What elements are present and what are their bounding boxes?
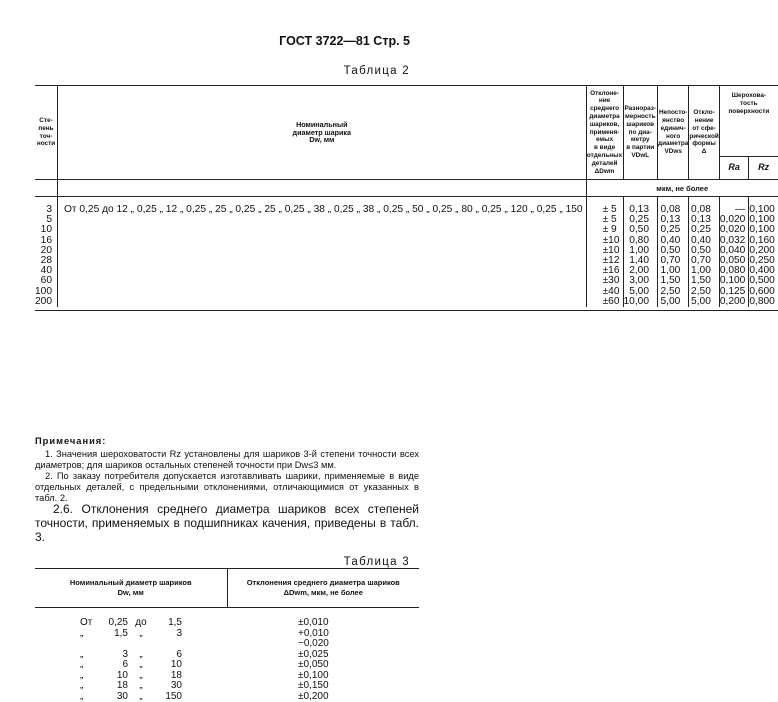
- col-diameter: От 0,25 до 12 „ 0,25 „ 12 „ 0,25 „ 25 „ 0,25 „ 25 „ 0,25 „ 38 „ 0,25 „ 38 „ 0,25 „ 50 „ 0,25 „ 80 „ 0,25 „ 120 „ 0,25 „ 150: [58, 197, 587, 308]
- col-rz: 0,100 0,100 0,100 0,160 0,200 0,250 0,400 0,500 0,600 0,800: [749, 204, 775, 307]
- header-degree: Сте- пень точ- ности: [35, 86, 58, 180]
- table-3-diameter-ranges: [80, 618, 182, 702]
- t3-col-b: 1,5 3 6 10 18 30 150: [165, 617, 182, 702]
- header-sphericity: Откло- нение от сфе- рической формы Δ: [689, 86, 720, 180]
- header-variation: Разнораз- мерность шариков по диа- метру в партии VDwL: [623, 86, 658, 180]
- note-1: 1. Значения шероховатости Rz установлены для шариков 3-й степени точности всех диаметров; для шариков остальных степеней точности при Dw≤3 мм.: [35, 449, 419, 470]
- col-sphericity: 0,08 0,13 0,25 0,40 0,50 0,70 1,00 1,50 2,50 5,00: [689, 197, 720, 308]
- col-nonconstancy: 0,08 0,13 0,25 0,40 0,50 0,70 1,00 1,50 2,50 5,00: [658, 197, 689, 308]
- t3-col-from: От „ „ „ „ „ „: [80, 617, 93, 702]
- note-2: 2. По заказу потребителя допускается изготавливать шарики, применяемые в виде отдельных деталей, с предельными отклонениями, отличающимися от указанных в табл. 2.: [35, 471, 419, 503]
- header-rz: Rz: [749, 157, 778, 180]
- notes: [35, 436, 419, 504]
- paragraph-2-6: 2.6. Отклонения среднего диаметра шариков всех степеней точности, применяемых в подшипниках качения, приведены в табл. 3.: [35, 502, 419, 544]
- col-deviation: ± 5 ± 5 ± 9 ±10 ±10 ±12 ±16 ±30 ±40 ±60: [586, 197, 623, 308]
- header-deviation: Отклоне- ние среднего диаметра шариков, применя- емых в виде отдельных деталей ΔDwm: [586, 86, 623, 180]
- table-3-header-diameter: Номинальный диаметр шариков Dw, мм: [35, 569, 227, 608]
- units-row: мкм, не более: [586, 180, 778, 197]
- notes-title: Примечания:: [35, 436, 107, 446]
- t3-col-to: до „ „ „ „ „ „: [135, 617, 147, 702]
- header-diameter: Номинальный диаметр шарика Dw, мм: [58, 86, 587, 180]
- header-nonconstancy: Непосто- янство единич- ного диаметра VDws: [658, 86, 689, 180]
- col-variation: 0,13 0,25 0,50 0,80 1,00 1,40 2,00 3,00 5,00 10,00: [623, 197, 658, 308]
- table-3: [35, 568, 419, 608]
- t3-col-a: 0,25 1,5 3 6 10 18 30: [108, 617, 128, 702]
- header-roughness: Шерохова- тость поверхности: [719, 86, 778, 157]
- table-2-caption: Таблица 2: [343, 65, 410, 77]
- t3-col-deviation: ±0,010 +0,010 −0,020 ±0,025 ±0,050 ±0,100 ±0,150 ±0,200: [298, 617, 329, 702]
- table-3-caption: Таблица 3: [343, 556, 410, 568]
- table-2: [35, 85, 778, 311]
- header-ra: Ra: [719, 157, 749, 180]
- col-degree: 3 5 10 16 20 28 40 60 100 200: [35, 197, 58, 308]
- table-3-header-deviation: Отклонения среднего диаметра шариков ΔDwm, мкм, не более: [227, 569, 419, 608]
- page-header: ГОСТ 3722—81 Стр. 5: [279, 34, 410, 48]
- col-ra: — 0,020 0,020 0,032 0,040 0,050 0,080 0,100 0,125 0,200: [719, 197, 749, 308]
